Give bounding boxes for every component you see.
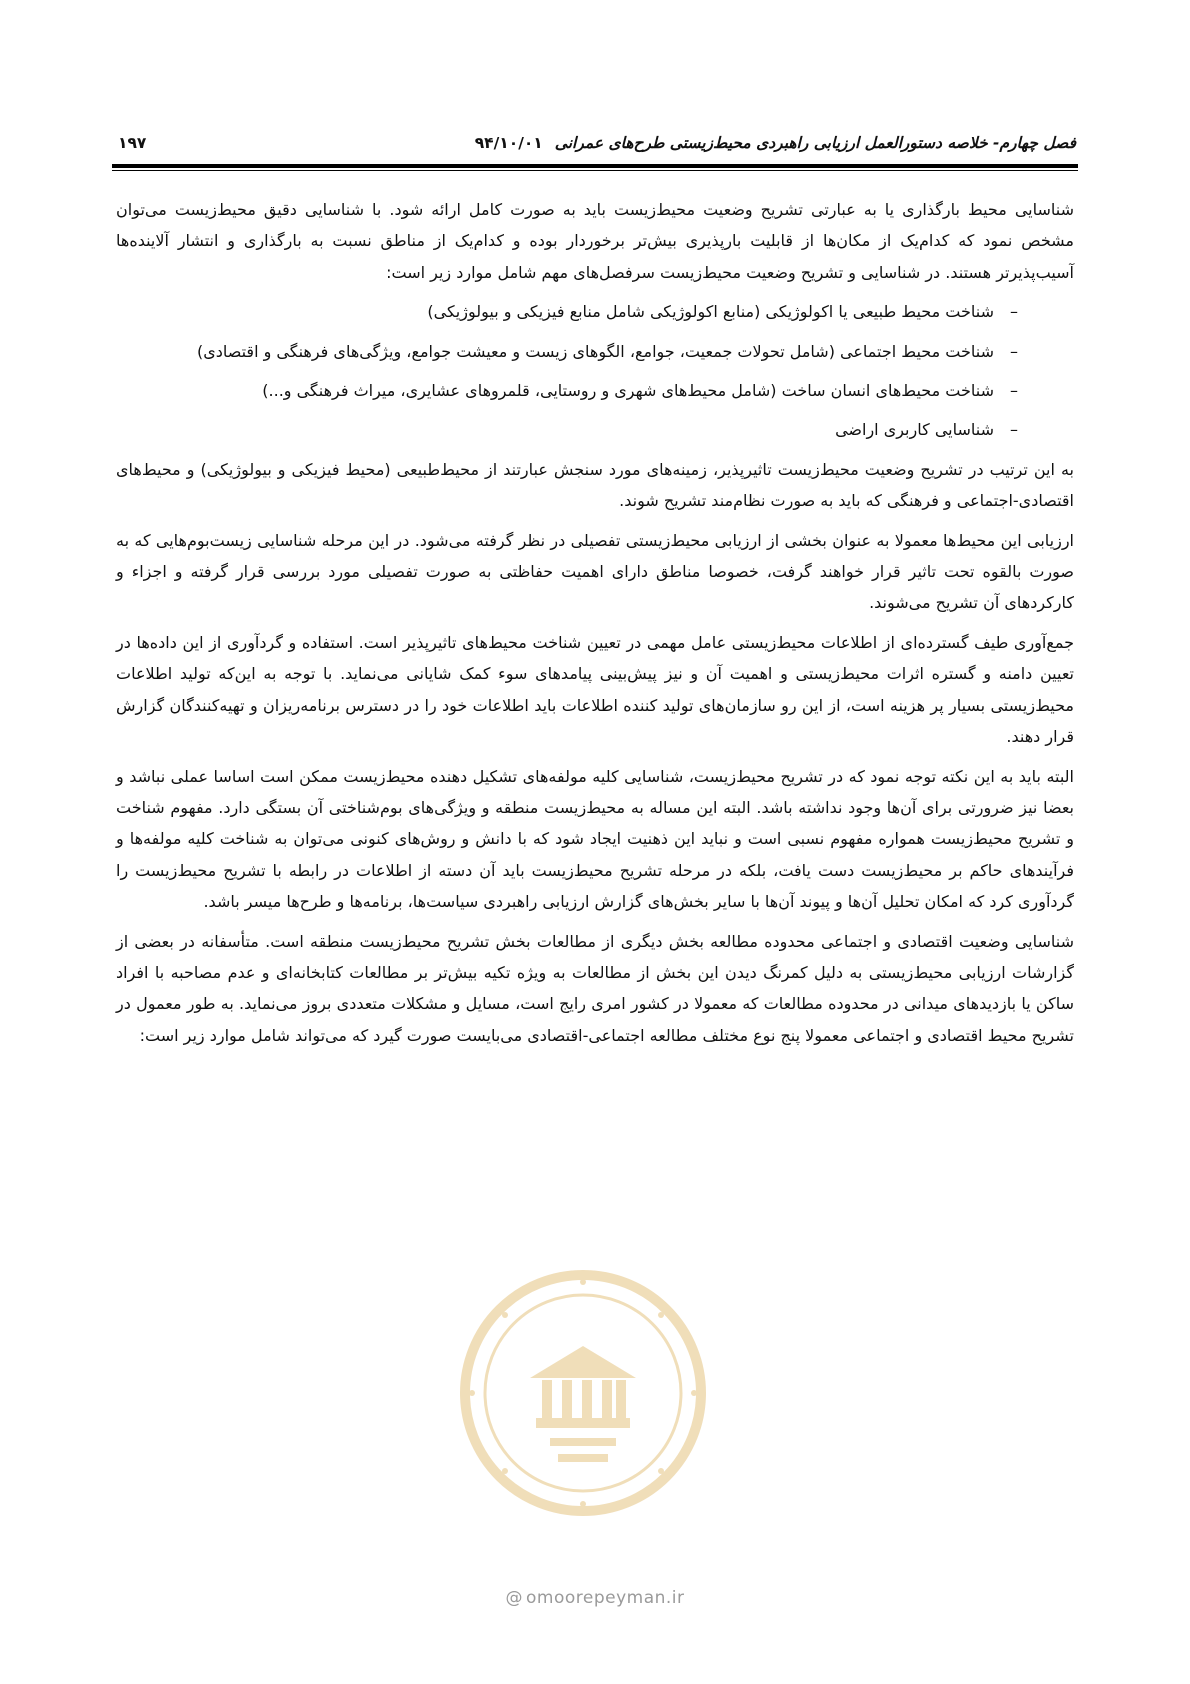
at-icon: @ [505, 1588, 523, 1608]
paragraph-3: ارزیابی این محیط‌ها معمولا به عنوان بخشی از ارزیابی محیط‌زیستی تفصیلی در نظر گرفته می‌شود. در این مرحله شناسایی زیست‌بوم‌هایی که به صورت بالقوه تحت تاثیر قرار خواهند گرفت، خصوصا مناطق دارای اهمیت حفاظتی به صورت تفصیلی مورد بررسی قرار گرفته و اجزاء و کارکردهای آن تشریح می‌شوند. [116, 530, 1074, 613]
list-item [116, 414, 1024, 445]
header-title-text: فصل چهارم- خلاصه دستورالعمل ارزیابی راهبردی محیط‌زیستی طرح‌های عمرانی [554, 134, 1076, 152]
page-number: ۱۹۷ [118, 134, 147, 152]
paragraph-1: شناسایی محیط بارگذاری یا به عبارتی تشریح وضعیت محیط‌زیست باید به صورت کامل ارائه شود. با شناسایی دقیق محیط‌زیست می‌توان مشخص نمود که کدام‌یک از مکان‌ها از قابلیت بارپذیری بیش‌تر برخوردار بوده و کدام‌یک از مناطق نسبت به بارگذاری و انتشار آلاینده‌ها آسیب‌پذیرتر هستند. در شناسایی و تشریح وضعیت محیط‌زیست سرفصل‌های مهم شامل موارد زیر است: [116, 200, 1074, 282]
watermark-outer-ring [465, 1275, 701, 1511]
dash-marker: – [1010, 381, 1018, 401]
list-item [116, 296, 1024, 327]
watermark-building-icon [530, 1346, 636, 1462]
footer-website [0, 1588, 1190, 1608]
list-item-text: شناخت محیط طبیعی یا اکولوژیکی (منابع اکولوژیکی شامل منابع فیزیکی و بیولوژیکی) [427, 302, 994, 322]
dash-marker: – [1010, 302, 1018, 322]
watermark-inner-ring [485, 1295, 681, 1491]
website-url: omoorepeyman.ir [525, 1588, 685, 1608]
list-item-text: شناخت محیط‌های انسان ساخت (شامل محیط‌های شهری و روستایی، قلمروهای عشایری، میراث فرهنگی و...) [262, 381, 994, 401]
body-text [116, 194, 1074, 1059]
list-item-text: شناسایی کاربری اراضی [835, 420, 994, 440]
paragraph-4: جمع‌آوری طیف گسترده‌ای از اطلاعات محیط‌زیستی عامل مهمی در تعیین شناخت محیط‌های تاثیرپذیر است. استفاده و گردآوری از این داده‌ها در تعیین دامنه و گستره اثرات محیط‌زیستی و اهمیت آن و نیز پیش‌بینی پیامدهای سوء کمک شایانی می‌نماید. با توجه به این‌که تولید اطلاعات محیط‌زیستی بسیار پر هزینه است، از این رو سازمان‌های تولید کننده اطلاعات باید اطلاعات خود را در دسترس برنامه‌ریزان و تهیه‌کنندگان گزارش قرار دهند. [116, 632, 1074, 747]
watermark-seal-logo [458, 1268, 708, 1518]
dash-marker: – [1010, 420, 1018, 440]
dash-marker: – [1010, 341, 1018, 361]
paragraph-6: شناسایی وضعیت اقتصادی و اجتماعی محدوده مطالعه بخش دیگری از مطالعات بخش تشریح محیط‌زیست منطقه است. متأسفانه در بعضی از گزارشات ارزیابی محیط‌زیستی به دلیل کمرنگ دیدن این بخش از مطالعات به ویژه تکیه بیش‌تر بر مطالعات کتابخانه‌ای و عدم مصاحبه با افراد ساکن یا بازدیدهای میدانی در محدوده مطالعات که معمولا در کشور امری رایج است، مسایل و مشکلات متعددی بروز می‌نماید. به طور معمول در تشریح محیط اقتصادی و اجتماعی معمولا پنج نوع مختلف مطالعه اجتماعی-اقتصادی می‌بایست صورت گیرد که می‌تواند شامل موارد زیر است: [116, 931, 1074, 1045]
header-date: ۹۴/۱۰/۰۱ [474, 134, 543, 152]
header-rule-thick [112, 164, 1078, 168]
header-title [475, 134, 1076, 152]
paragraph-2: به این ترتیب در تشریح وضعیت محیط‌زیست تاثیرپذیر، زمینه‌های مورد سنجش عبارتند از محیط‌طبیعی (محیط فیزیکی و بیولوژیکی) و محیط‌های اقتصادی-اجتماعی و فرهنگی که باید به صورت نظام‌مند تشریح شوند. [116, 459, 1074, 511]
header-rule-thin [112, 170, 1078, 171]
list-item-text: شناخت محیط اجتماعی (شامل تحولات جمعیت، جوامع، الگوهای زیست و معیشت جوامع، ویژگی‌های فرهنگی و اقتصادی) [196, 341, 994, 361]
list-item [116, 336, 1024, 367]
watermark-dots [469, 1279, 697, 1507]
environment-list [116, 296, 1074, 446]
paragraph-5: البته باید به این نکته توجه نمود که در تشریح محیط‌زیست، شناسایی کلیه مولفه‌های تشکیل دهنده محیط‌زیست ممکن است اساسا عملی نباشد و بعضا نیز ضرورتی برای آن‌ها وجود نداشته باشد. البته این مساله به محیط‌زیست منطقه و ویژگی‌های بوم‌شناختی آن بستگی دارد. مفهوم شناخت و تشریح محیط‌زیست همواره مفهوم نسبی است و نباید این ذهنیت ایجاد شود که با دانش و روش‌های کنونی می‌توان به شناخت کلیه مولفه‌ها و فرآیندهای حاکم بر محیط‌زیست دست یافت، بلکه در مرحله تشریح محیط‌زیست باید آن دسته از اطلاعات در رابطه با تشریح محیط‌زیست را گردآوری کرد که امکان تحلیل آن‌ها و پیوند آن‌ها با سایر بخش‌های گزارش ارزیابی راهبردی سیاست‌ها، برنامه‌ها و طرح‌ها میسر باشد. [116, 766, 1074, 912]
list-item [116, 375, 1024, 406]
running-header [118, 128, 1076, 168]
